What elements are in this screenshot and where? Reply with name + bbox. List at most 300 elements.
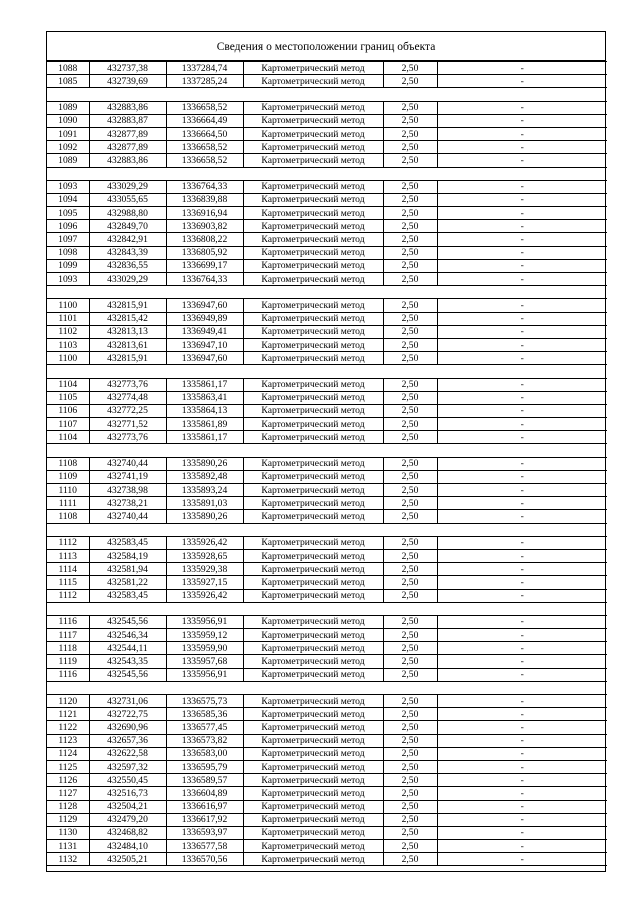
y-coordinate-cell: 1336658,52 [166, 154, 243, 167]
description-cell: - [437, 75, 607, 88]
accuracy-cell: 2,50 [383, 141, 437, 154]
accuracy-cell: 2,50 [383, 787, 437, 800]
table-row [47, 760, 607, 773]
description-cell: - [437, 352, 607, 365]
point-number-cell: 1096 [47, 220, 89, 233]
description-cell: - [437, 378, 607, 391]
y-coordinate-cell: 1336949,89 [166, 312, 243, 325]
accuracy-cell: 2,50 [383, 312, 437, 325]
point-number-cell: 1106 [47, 404, 89, 417]
y-coordinate-cell: 1336699,17 [166, 259, 243, 272]
method-cell: Картометрический метод [243, 549, 383, 562]
x-coordinate-cell: 432504,21 [89, 800, 166, 813]
point-number-cell: 1117 [47, 629, 89, 642]
separator-cell [47, 602, 607, 615]
y-coordinate-cell: 1335929,38 [166, 563, 243, 576]
description-cell: - [437, 220, 607, 233]
method-cell: Картометрический метод [243, 536, 383, 549]
table-row [47, 207, 607, 220]
y-coordinate-cell: 1336570,56 [166, 853, 243, 866]
accuracy-cell: 2,50 [383, 760, 437, 773]
x-coordinate-cell: 432773,76 [89, 431, 166, 444]
method-cell: Картометрический метод [243, 418, 383, 431]
table-row [47, 470, 607, 483]
x-coordinate-cell: 432581,94 [89, 563, 166, 576]
table-row [47, 787, 607, 800]
description-cell: - [437, 655, 607, 668]
method-cell: Картометрический метод [243, 259, 383, 272]
x-coordinate-cell: 432550,45 [89, 774, 166, 787]
table-row [47, 114, 607, 127]
point-number-cell: 1114 [47, 563, 89, 576]
description-cell: - [437, 246, 607, 259]
x-coordinate-cell: 432849,70 [89, 220, 166, 233]
table-row [47, 101, 607, 114]
table-row [47, 497, 607, 510]
description-cell: - [437, 431, 607, 444]
x-coordinate-cell: 432544,11 [89, 642, 166, 655]
method-cell: Картометрический метод [243, 101, 383, 114]
x-coordinate-cell: 432690,96 [89, 721, 166, 734]
description-cell: - [437, 510, 607, 523]
y-coordinate-cell: 1336903,82 [166, 220, 243, 233]
x-coordinate-cell: 432813,13 [89, 325, 166, 338]
method-cell: Картометрический метод [243, 246, 383, 259]
y-coordinate-cell: 1335959,90 [166, 642, 243, 655]
table-row [47, 352, 607, 365]
point-number-cell: 1093 [47, 180, 89, 193]
accuracy-cell: 2,50 [383, 853, 437, 866]
method-cell: Картометрический метод [243, 642, 383, 655]
method-cell: Картометрический метод [243, 734, 383, 747]
description-cell: - [437, 259, 607, 272]
method-cell: Картометрический метод [243, 760, 383, 773]
accuracy-cell: 2,50 [383, 75, 437, 88]
x-coordinate-cell: 432583,45 [89, 589, 166, 602]
point-number-cell: 1112 [47, 589, 89, 602]
description-cell: - [437, 180, 607, 193]
x-coordinate-cell: 432597,32 [89, 760, 166, 773]
accuracy-cell: 2,50 [383, 220, 437, 233]
point-number-cell: 1130 [47, 826, 89, 839]
x-coordinate-cell: 432505,21 [89, 853, 166, 866]
accuracy-cell: 2,50 [383, 642, 437, 655]
description-cell: - [437, 536, 607, 549]
table-row [47, 708, 607, 721]
table-row [47, 734, 607, 747]
description-cell: - [437, 193, 607, 206]
y-coordinate-cell: 1336947,60 [166, 299, 243, 312]
table-row [47, 774, 607, 787]
table-row [47, 259, 607, 272]
method-cell: Картометрический метод [243, 299, 383, 312]
group-separator-row [47, 444, 607, 457]
y-coordinate-cell: 1336805,92 [166, 246, 243, 259]
method-cell: Картометрический метод [243, 800, 383, 813]
description-cell: - [437, 114, 607, 127]
x-coordinate-cell: 432731,06 [89, 695, 166, 708]
method-cell: Картометрический метод [243, 233, 383, 246]
accuracy-cell: 2,50 [383, 549, 437, 562]
description-cell: - [437, 576, 607, 589]
y-coordinate-cell: 1336839,88 [166, 193, 243, 206]
accuracy-cell: 2,50 [383, 774, 437, 787]
accuracy-cell: 2,50 [383, 431, 437, 444]
table-row [47, 127, 607, 140]
accuracy-cell: 2,50 [383, 470, 437, 483]
method-cell: Картометрический метод [243, 62, 383, 75]
accuracy-cell: 2,50 [383, 721, 437, 734]
point-number-cell: 1129 [47, 813, 89, 826]
table-row [47, 655, 607, 668]
x-coordinate-cell: 432546,34 [89, 629, 166, 642]
y-coordinate-cell: 1336616,97 [166, 800, 243, 813]
method-cell: Картометрический метод [243, 457, 383, 470]
table-row [47, 62, 607, 75]
accuracy-cell: 2,50 [383, 589, 437, 602]
method-cell: Картометрический метод [243, 470, 383, 483]
point-number-cell: 1108 [47, 510, 89, 523]
y-coordinate-cell: 1335959,12 [166, 629, 243, 642]
y-coordinate-cell: 1336658,52 [166, 141, 243, 154]
description-cell: - [437, 484, 607, 497]
description-cell: - [437, 853, 607, 866]
table-row [47, 404, 607, 417]
y-coordinate-cell: 1335891,03 [166, 497, 243, 510]
table-row [47, 338, 607, 351]
table-row [47, 629, 607, 642]
method-cell: Картометрический метод [243, 563, 383, 576]
table-row [47, 312, 607, 325]
method-cell: Картометрический метод [243, 721, 383, 734]
table-row [47, 220, 607, 233]
method-cell: Картометрический метод [243, 747, 383, 760]
table-row [47, 418, 607, 431]
table-row [47, 141, 607, 154]
y-coordinate-cell: 1336577,58 [166, 840, 243, 853]
method-cell: Картометрический метод [243, 338, 383, 351]
y-coordinate-cell: 1336585,36 [166, 708, 243, 721]
table-row [47, 747, 607, 760]
table-row [47, 826, 607, 839]
point-number-cell: 1118 [47, 642, 89, 655]
point-number-cell: 1109 [47, 470, 89, 483]
accuracy-cell: 2,50 [383, 418, 437, 431]
x-coordinate-cell: 432484,10 [89, 840, 166, 853]
method-cell: Картометрический метод [243, 655, 383, 668]
point-number-cell: 1104 [47, 378, 89, 391]
x-coordinate-cell: 432622,58 [89, 747, 166, 760]
y-coordinate-cell: 1336764,33 [166, 180, 243, 193]
accuracy-cell: 2,50 [383, 813, 437, 826]
method-cell: Картометрический метод [243, 193, 383, 206]
separator-cell [47, 681, 607, 694]
separator-cell [47, 523, 607, 536]
description-cell: - [437, 127, 607, 140]
description-cell: - [437, 787, 607, 800]
accuracy-cell: 2,50 [383, 246, 437, 259]
point-number-cell: 1090 [47, 114, 89, 127]
point-number-cell: 1101 [47, 312, 89, 325]
x-coordinate-cell: 432815,91 [89, 352, 166, 365]
boundary-table-frame [46, 31, 606, 872]
y-coordinate-cell: 1336595,79 [166, 760, 243, 773]
accuracy-cell: 2,50 [383, 457, 437, 470]
method-cell: Картометрический метод [243, 840, 383, 853]
separator-cell [47, 88, 607, 101]
table-row [47, 75, 607, 88]
separator-cell [47, 167, 607, 180]
accuracy-cell: 2,50 [383, 180, 437, 193]
y-coordinate-cell: 1336577,45 [166, 721, 243, 734]
y-coordinate-cell: 1336593,97 [166, 826, 243, 839]
accuracy-cell: 2,50 [383, 62, 437, 75]
y-coordinate-cell: 1336575,73 [166, 695, 243, 708]
x-coordinate-cell: 432877,89 [89, 127, 166, 140]
x-coordinate-cell: 432722,75 [89, 708, 166, 721]
x-coordinate-cell: 432737,38 [89, 62, 166, 75]
x-coordinate-cell: 432657,36 [89, 734, 166, 747]
x-coordinate-cell: 432883,87 [89, 114, 166, 127]
method-cell: Картометрический метод [243, 695, 383, 708]
table-row [47, 813, 607, 826]
coordinates-table-body [47, 62, 607, 866]
y-coordinate-cell: 1336947,60 [166, 352, 243, 365]
y-coordinate-cell: 1336808,22 [166, 233, 243, 246]
description-cell: - [437, 589, 607, 602]
x-coordinate-cell: 432883,86 [89, 101, 166, 114]
description-cell: - [437, 760, 607, 773]
method-cell: Картометрический метод [243, 154, 383, 167]
description-cell: - [437, 826, 607, 839]
point-number-cell: 1099 [47, 259, 89, 272]
accuracy-cell: 2,50 [383, 800, 437, 813]
accuracy-cell: 2,50 [383, 391, 437, 404]
y-coordinate-cell: 1336664,50 [166, 127, 243, 140]
accuracy-cell: 2,50 [383, 655, 437, 668]
description-cell: - [437, 642, 607, 655]
x-coordinate-cell: 432774,48 [89, 391, 166, 404]
method-cell: Картометрический метод [243, 774, 383, 787]
y-coordinate-cell: 1336589,57 [166, 774, 243, 787]
table-row [47, 233, 607, 246]
y-coordinate-cell: 1336916,94 [166, 207, 243, 220]
x-coordinate-cell: 433055,65 [89, 193, 166, 206]
y-coordinate-cell: 1335928,65 [166, 549, 243, 562]
accuracy-cell: 2,50 [383, 352, 437, 365]
table-row [47, 457, 607, 470]
table-row [47, 299, 607, 312]
group-separator-row [47, 602, 607, 615]
table-row [47, 800, 607, 813]
point-number-cell: 1095 [47, 207, 89, 220]
point-number-cell: 1091 [47, 127, 89, 140]
accuracy-cell: 2,50 [383, 207, 437, 220]
point-number-cell: 1124 [47, 747, 89, 760]
accuracy-cell: 2,50 [383, 747, 437, 760]
point-number-cell: 1105 [47, 391, 89, 404]
x-coordinate-cell: 432815,42 [89, 312, 166, 325]
table-row [47, 431, 607, 444]
description-cell: - [437, 325, 607, 338]
table-row [47, 615, 607, 628]
group-separator-row [47, 286, 607, 299]
point-number-cell: 1098 [47, 246, 89, 259]
y-coordinate-cell: 1337285,24 [166, 75, 243, 88]
description-cell: - [437, 101, 607, 114]
y-coordinate-cell: 1335863,41 [166, 391, 243, 404]
point-number-cell: 1122 [47, 721, 89, 734]
x-coordinate-cell: 433029,29 [89, 273, 166, 286]
description-cell: - [437, 154, 607, 167]
point-number-cell: 1112 [47, 536, 89, 549]
x-coordinate-cell: 432741,19 [89, 470, 166, 483]
description-cell: - [437, 695, 607, 708]
point-number-cell: 1103 [47, 338, 89, 351]
point-number-cell: 1126 [47, 774, 89, 787]
x-coordinate-cell: 433029,29 [89, 180, 166, 193]
y-coordinate-cell: 1335890,26 [166, 510, 243, 523]
point-number-cell: 1116 [47, 615, 89, 628]
accuracy-cell: 2,50 [383, 299, 437, 312]
y-coordinate-cell: 1335927,15 [166, 576, 243, 589]
point-number-cell: 1104 [47, 431, 89, 444]
x-coordinate-cell: 432842,91 [89, 233, 166, 246]
point-number-cell: 1094 [47, 193, 89, 206]
x-coordinate-cell: 432468,82 [89, 826, 166, 839]
point-number-cell: 1100 [47, 352, 89, 365]
description-cell: - [437, 615, 607, 628]
table-row [47, 391, 607, 404]
point-number-cell: 1115 [47, 576, 89, 589]
point-number-cell: 1092 [47, 141, 89, 154]
x-coordinate-cell: 432584,19 [89, 549, 166, 562]
description-cell: - [437, 668, 607, 681]
point-number-cell: 1127 [47, 787, 89, 800]
method-cell: Картометрический метод [243, 813, 383, 826]
table-row [47, 154, 607, 167]
method-cell: Картометрический метод [243, 127, 383, 140]
description-cell: - [437, 404, 607, 417]
separator-cell [47, 286, 607, 299]
method-cell: Картометрический метод [243, 668, 383, 681]
method-cell: Картометрический метод [243, 404, 383, 417]
x-coordinate-cell: 432773,76 [89, 378, 166, 391]
description-cell: - [437, 734, 607, 747]
y-coordinate-cell: 1335893,24 [166, 484, 243, 497]
x-coordinate-cell: 432479,20 [89, 813, 166, 826]
x-coordinate-cell: 432988,80 [89, 207, 166, 220]
description-cell: - [437, 312, 607, 325]
point-number-cell: 1131 [47, 840, 89, 853]
y-coordinate-cell: 1335861,17 [166, 431, 243, 444]
y-coordinate-cell: 1335956,91 [166, 615, 243, 628]
description-cell: - [437, 497, 607, 510]
point-number-cell: 1097 [47, 233, 89, 246]
description-cell: - [437, 563, 607, 576]
description-cell: - [437, 141, 607, 154]
description-cell: - [437, 233, 607, 246]
accuracy-cell: 2,50 [383, 233, 437, 246]
x-coordinate-cell: 432581,22 [89, 576, 166, 589]
accuracy-cell: 2,50 [383, 629, 437, 642]
description-cell: - [437, 549, 607, 562]
method-cell: Картометрический метод [243, 497, 383, 510]
x-coordinate-cell: 432843,39 [89, 246, 166, 259]
separator-cell [47, 365, 607, 378]
description-cell: - [437, 62, 607, 75]
group-separator-row [47, 523, 607, 536]
method-cell: Картометрический метод [243, 826, 383, 839]
description-cell: - [437, 457, 607, 470]
point-number-cell: 1089 [47, 101, 89, 114]
method-cell: Картометрический метод [243, 484, 383, 497]
description-cell: - [437, 273, 607, 286]
table-row [47, 273, 607, 286]
accuracy-cell: 2,50 [383, 404, 437, 417]
x-coordinate-cell: 432543,35 [89, 655, 166, 668]
x-coordinate-cell: 432740,44 [89, 510, 166, 523]
point-number-cell: 1089 [47, 154, 89, 167]
coordinates-table [47, 61, 607, 866]
y-coordinate-cell: 1337284,74 [166, 62, 243, 75]
accuracy-cell: 2,50 [383, 510, 437, 523]
accuracy-cell: 2,50 [383, 484, 437, 497]
point-number-cell: 1085 [47, 75, 89, 88]
description-cell: - [437, 391, 607, 404]
table-row [47, 576, 607, 589]
accuracy-cell: 2,50 [383, 563, 437, 576]
method-cell: Картометрический метод [243, 615, 383, 628]
y-coordinate-cell: 1335957,68 [166, 655, 243, 668]
method-cell: Картометрический метод [243, 576, 383, 589]
method-cell: Картометрический метод [243, 312, 383, 325]
accuracy-cell: 2,50 [383, 668, 437, 681]
table-row [47, 193, 607, 206]
method-cell: Картометрический метод [243, 352, 383, 365]
table-row [47, 853, 607, 866]
y-coordinate-cell: 1336949,41 [166, 325, 243, 338]
y-coordinate-cell: 1336604,89 [166, 787, 243, 800]
accuracy-cell: 2,50 [383, 840, 437, 853]
method-cell: Картометрический метод [243, 114, 383, 127]
description-cell: - [437, 721, 607, 734]
y-coordinate-cell: 1335892,48 [166, 470, 243, 483]
y-coordinate-cell: 1335890,26 [166, 457, 243, 470]
x-coordinate-cell: 432545,56 [89, 668, 166, 681]
group-separator-row [47, 88, 607, 101]
description-cell: - [437, 840, 607, 853]
point-number-cell: 1108 [47, 457, 89, 470]
accuracy-cell: 2,50 [383, 826, 437, 839]
y-coordinate-cell: 1336947,10 [166, 338, 243, 351]
description-cell: - [437, 813, 607, 826]
y-coordinate-cell: 1335861,89 [166, 418, 243, 431]
table-row [47, 484, 607, 497]
y-coordinate-cell: 1335926,42 [166, 536, 243, 549]
accuracy-cell: 2,50 [383, 154, 437, 167]
y-coordinate-cell: 1336617,92 [166, 813, 243, 826]
table-row [47, 325, 607, 338]
x-coordinate-cell: 432772,25 [89, 404, 166, 417]
table-row [47, 549, 607, 562]
method-cell: Картометрический метод [243, 431, 383, 444]
accuracy-cell: 2,50 [383, 378, 437, 391]
accuracy-cell: 2,50 [383, 325, 437, 338]
x-coordinate-cell: 432836,55 [89, 259, 166, 272]
accuracy-cell: 2,50 [383, 273, 437, 286]
method-cell: Картометрический метод [243, 787, 383, 800]
